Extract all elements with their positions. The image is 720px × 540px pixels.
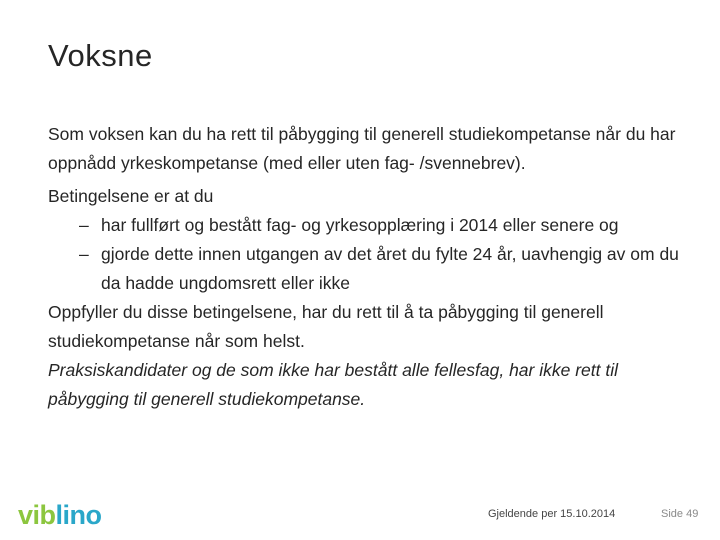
dash-bullet-icon: – (79, 244, 89, 264)
slide-body (48, 120, 688, 414)
footer-page-number: Side 49 (661, 508, 699, 520)
slide-title: Voksne (48, 38, 153, 73)
paragraph-eligibility: Oppfyller du disse betingelsene, har du rett til å ta påbygging til generell studiekompetanse når som helst. (48, 302, 604, 351)
bullet-text: har fullført og bestått fag- og yrkesopplæring i 2014 eller senere og (101, 215, 619, 235)
paragraph-exception: Praksiskandidater og de som ikke har bestått alle fellesfag, har ikke rett til påbygging til generell studiekompetanse. (48, 360, 618, 409)
logo-text-part1: vib (18, 500, 56, 530)
vilbli-logo (18, 500, 102, 531)
footer-date: Gjeldende per 15.10.2014 (488, 508, 616, 520)
dash-bullet-icon: – (79, 215, 89, 235)
bullet-item (48, 211, 688, 240)
paragraph-intro: Som voksen kan du ha rett til påbygging til generell studiekompetanse når du har oppnådd yrkeskompetanse (med eller uten fag- /svennebrev). (48, 124, 676, 173)
logo-text-part2: lino (55, 500, 102, 530)
paragraph-conditions-lead: Betingelsene er at du (48, 186, 214, 206)
bullet-text: gjorde dette innen utgangen av det året du fylte 24 år, uavhengig av om du da hadde ungdomsrett eller ikke (101, 244, 679, 293)
bullet-item (48, 240, 688, 298)
